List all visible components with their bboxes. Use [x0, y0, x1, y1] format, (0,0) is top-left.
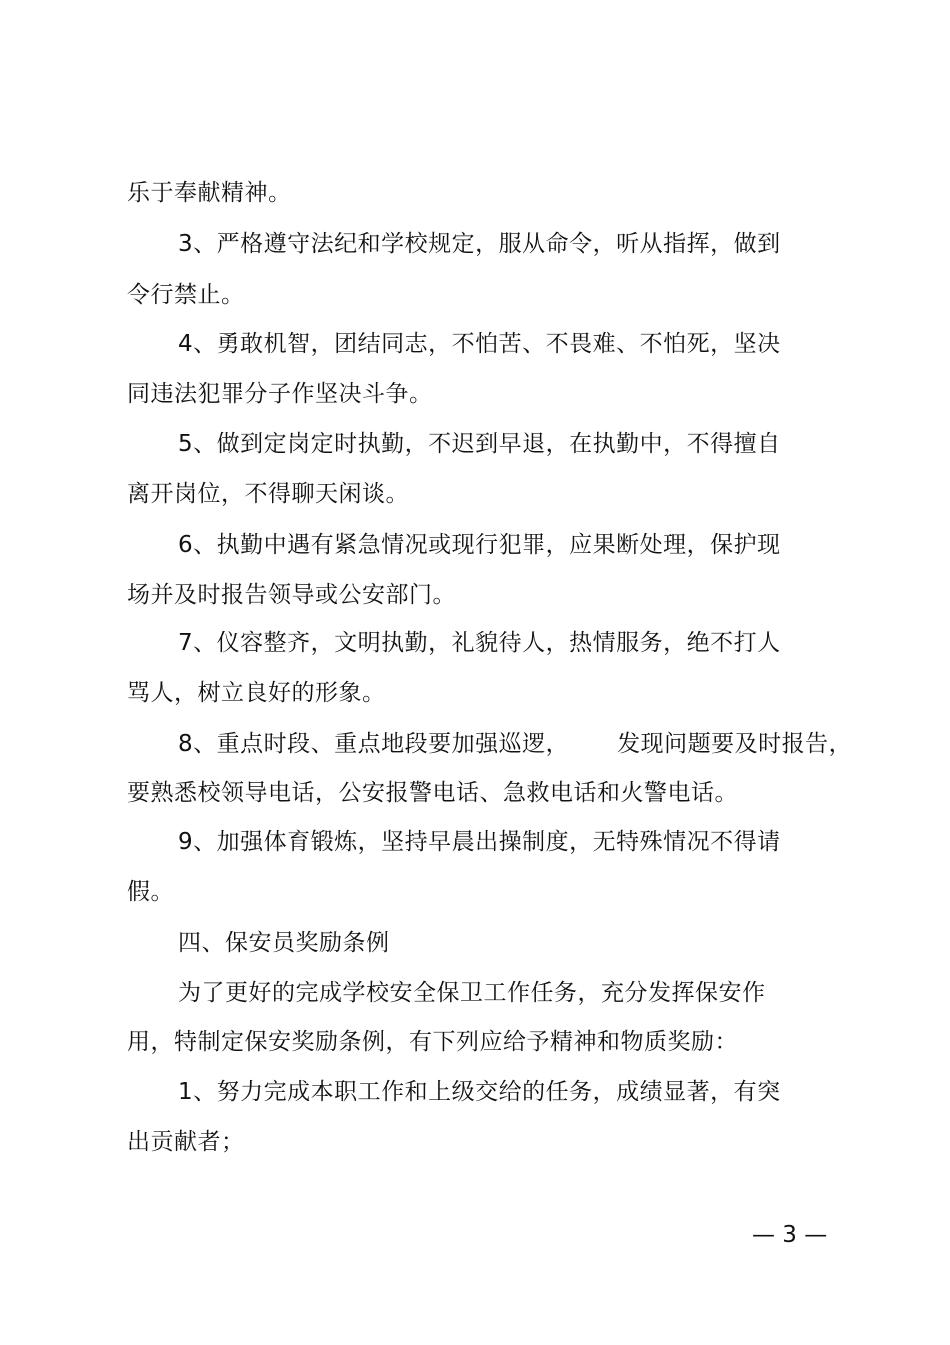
text-line: 7、仪容整齐，文明执勤，礼貌待人，热情服务，绝不打人 — [178, 630, 781, 656]
text-line: 令行禁止。 — [127, 282, 245, 308]
text-line: 出贡献者； — [127, 1129, 245, 1155]
page-number: — 3 — — [752, 1222, 828, 1248]
text-segment: 发现问题要及时报告， — [617, 731, 853, 757]
text-line: 用，特制定保安奖励条例，有下列应给予精神和物质奖励： — [127, 1029, 738, 1055]
text-line: 6、执勤中遇有紧急情况或现行犯罪，应果断处理，保护现 — [178, 532, 781, 558]
text-line: 9、加强体育锻炼，坚持早晨出操制度，无特殊情况不得请 — [178, 829, 781, 855]
section-heading: 四、保安员奖励条例 — [178, 930, 390, 956]
text-line: 骂人，树立良好的形象。 — [127, 680, 386, 706]
text-line: 场并及时报告领导或公安部门。 — [127, 582, 456, 608]
text-line: 假。 — [127, 879, 174, 905]
text-line: 5、做到定岗定时执勤，不迟到早退，在执勤中，不得擅自 — [178, 431, 781, 457]
text-segment: 8、重点时段、重点地段要加强巡逻， — [178, 731, 570, 757]
text-line: 乐于奉献精神。 — [127, 180, 292, 206]
text-line: 离开岗位，不得聊天闲谈。 — [127, 481, 409, 507]
text-line — [178, 729, 852, 759]
text-line: 要熟悉校领导电话，公安报警电话、急救电话和火警电话。 — [127, 780, 738, 806]
text-line: 同违法犯罪分子作坚决斗争。 — [127, 381, 433, 407]
text-line: 为了更好的完成学校安全保卫工作任务，充分发挥保安作 — [178, 980, 766, 1006]
text-line: 1、努力完成本职工作和上级交给的任务，成绩显著，有突 — [178, 1079, 781, 1105]
text-line: 4、勇敢机智，团结同志，不怕苦、不畏难、不怕死，坚决 — [178, 331, 781, 357]
text-line: 3、严格遵守法纪和学校规定，服从命令，听从指挥，做到 — [178, 231, 781, 257]
